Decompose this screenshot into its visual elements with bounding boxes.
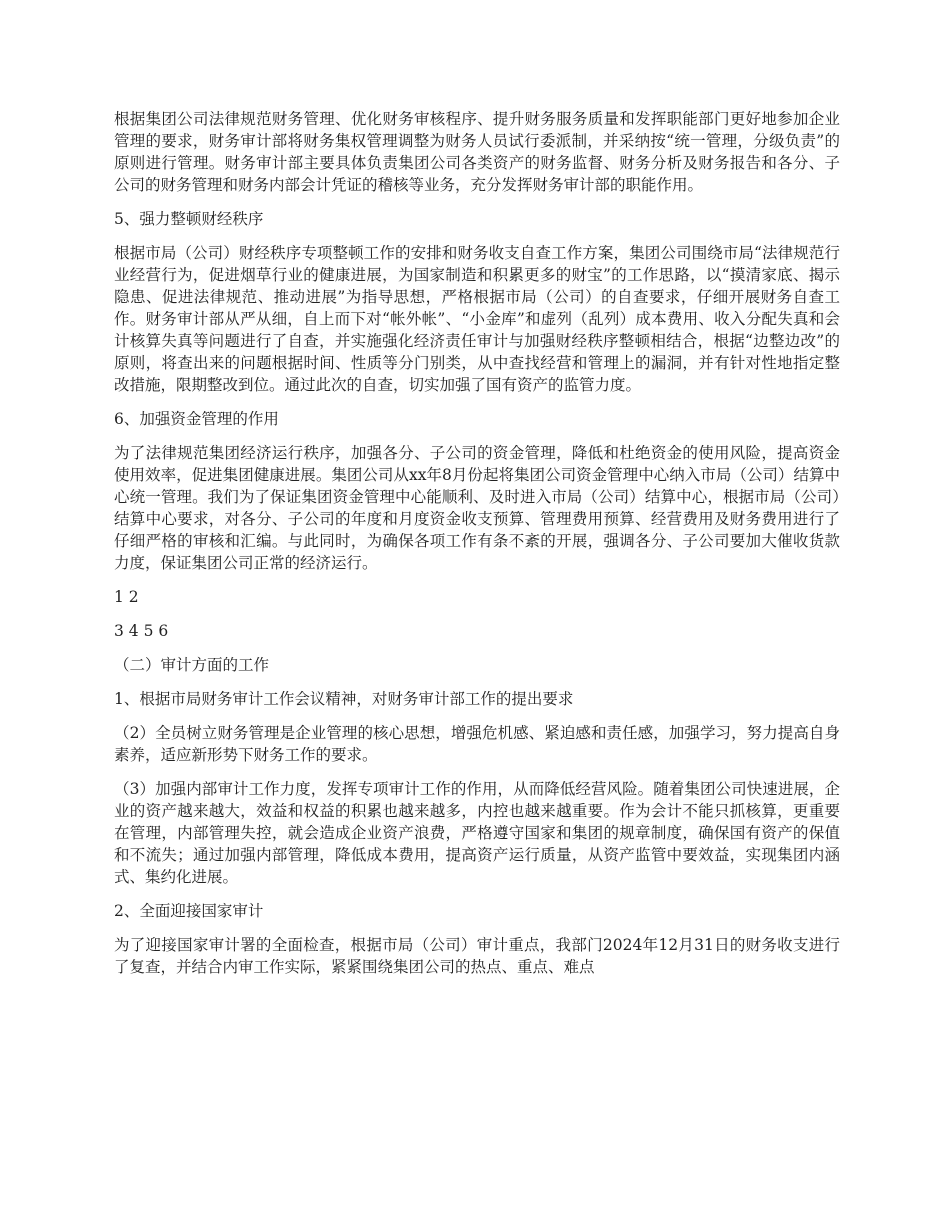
heading-section-5: 5、强力整顿财经秩序 xyxy=(114,210,264,228)
heading-section-6: 6、加强资金管理的作用 xyxy=(114,410,279,428)
paragraph-requirement-2: （2）全员树立财务管理是企业管理的核心思想，增强危机感、紧迫感和责任感，加强学习，努力提高自身素养，适应新形势下财务工作的要求。 xyxy=(114,724,840,764)
heading-audit-item-1: 1、根据市局财务审计工作会议精神，对财务审计部工作的提出要求 xyxy=(114,690,574,708)
paragraph-financial-order: 根据市局（公司）财经秩序专项整顿工作的安排和财务收支自查工作方案，集团公司围绕市局“法律规范行业经营行为，促进烟草行业的健康进展，为国家制造和积累更多的财宝”的工作思路，以“摸清家底、揭示隐患、促进法律规范、推动进展”为指导思想，严格根据市局（公司）的自查要求，仔细开展财务自查工作。财务审计部从严从细，自上而下对“帐外帐”、“小金库”和虚列（乱列）成本费用、收入分配失真和会计核算失真等问题进行了自查，并实施强化经济责任审计与加强财经秩序整顿相结合，根据“边整边改”的原则，将查出来的问题根据时间、性质等分门别类，从中查找经营和管理上的漏洞，并有针对性地指定整改措施，限期整改到位。通过此次的自查，切实加强了国有资产的监管力度。 xyxy=(114,244,840,394)
document-body xyxy=(114,108,840,990)
paragraph-finance-authority: 根据集团公司法律规范财务管理、优化财务审核程序、提升财务服务质量和发挥职能部门更好地参加企业管理的要求，财务审计部将财务集权管理调整为财务人员试行委派制，并采纳按“统一管理，分级负责”的原则进行管理。财务审计部主要具体负责集团公司各类资产的财务监督、财务分析及财务报告和各分、子公司的财务管理和财务内部会计凭证的稽核等业务，充分发挥财务审计部的职能作用。 xyxy=(114,110,840,194)
heading-audit-work: （二）审计方面的工作 xyxy=(114,656,270,674)
page-numbers-row-1: 1 2 xyxy=(114,588,139,606)
paragraph-requirement-3: （3）加强内部审计工作力度，发挥专项审计工作的作用，从而降低经营风险。随着集团公司快速进展，企业的资产越来越大，效益和权益的积累也越来越多，内控也越来越重要。作为会计不能只抓核算，更重要在管理，内部管理失控，就会造成企业资产浪费，严格遵守国家和集团的规章制度，确保国有资产的保值和不流失；通过加强内部管理，降低成本费用，提高资产运行质量，从资产监管中要效益，实现集团内涵式、集约化进展。 xyxy=(114,780,840,886)
paragraph-national-audit: 为了迎接国家审计署的全面检查，根据市局（公司）审计重点，我部门2024年12月31日的财务收支进行了复查，并结合内审工作实际，紧紧围绕集团公司的热点、重点、难点 xyxy=(114,936,840,976)
page-numbers-row-2: 3 4 5 6 xyxy=(114,622,169,640)
paragraph-fund-management: 为了法律规范集团经济运行秩序，加强各分、子公司的资金管理，降低和杜绝资金的使用风险，提高资金使用效率，促进集团健康进展。集团公司从xx年8月份起将集团公司资金管理中心纳入市局（公司）结算中心统一管理。我们为了保证集团资金管理中心能顺利、及时进入市局（公司）结算中心，根据市局（公司）结算中心要求，对各分、子公司的年度和月度资金收支预算、管理费用预算、经营费用及财务费用进行了仔细严格的审核和汇编。与此同时，为确保各项工作有条不紊的开展，强调各分、子公司要加大催收货款力度，保证集团公司正常的经济运行。 xyxy=(114,444,840,572)
heading-audit-item-2: 2、全面迎接国家审计 xyxy=(114,902,264,920)
